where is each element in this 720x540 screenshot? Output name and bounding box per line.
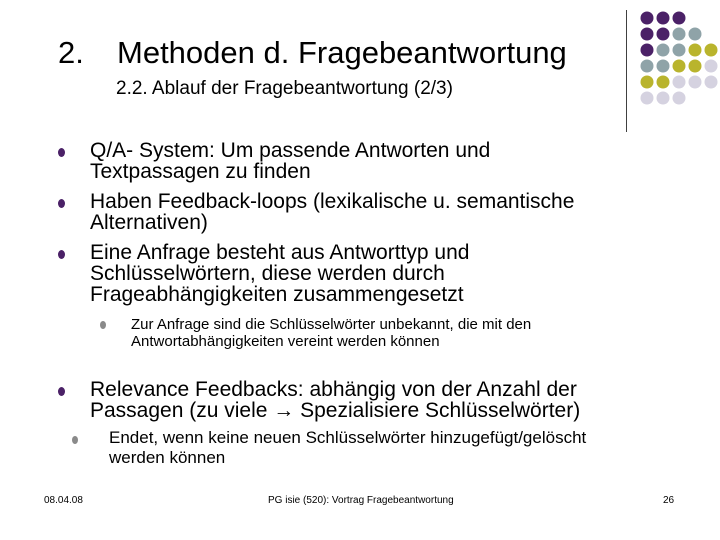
sub-bullet-4-line-2: werden können xyxy=(109,448,226,467)
slide-title: Methoden d. Fragebeantwortung xyxy=(117,35,567,70)
decorative-dot xyxy=(657,92,670,105)
footer-date: 08.04.08 xyxy=(44,495,83,506)
bullet-marker xyxy=(58,387,65,396)
footer-title: PG isie (520): Vortrag Fragebeantwortung xyxy=(268,495,454,506)
decorative-dot xyxy=(689,60,702,73)
decorative-dot xyxy=(641,60,654,73)
bullet-text-4 xyxy=(90,379,580,421)
sub-bullet-text-4 xyxy=(109,428,586,468)
decorative-dot xyxy=(673,12,686,25)
sub-bullet-marker xyxy=(72,436,78,444)
bullet-marker xyxy=(58,148,65,157)
bullet-3-line-2: Schlüsselwörtern, diese werden durch xyxy=(90,262,445,285)
decorative-dot xyxy=(673,60,686,73)
decorative-dot xyxy=(641,12,654,25)
bullet-2-line-2: Alternativen) xyxy=(90,211,208,234)
bullet-4-line-2: Passagen (zu viele → Spezialisiere Schlüsselwörter) xyxy=(90,399,581,422)
bullet-text-2 xyxy=(90,191,574,233)
decorative-dot xyxy=(657,44,670,57)
decorative-dot xyxy=(657,76,670,89)
decorative-dot xyxy=(673,76,686,89)
sub-bullet-3-line-1: Zur Anfrage sind die Schlüsselwörter unbekannt, die mit den xyxy=(131,316,532,333)
bullet-2-line-1: Haben Feedback-loops (lexikalische u. semantische xyxy=(90,190,575,213)
title-number: 2. xyxy=(58,35,84,70)
decorative-dot xyxy=(705,60,718,73)
bullet-text-1 xyxy=(90,140,490,182)
sub-bullet-marker xyxy=(100,321,106,329)
decorative-dot xyxy=(641,44,654,57)
bullet-4-line-1: Relevance Feedbacks: abhängig von der Anzahl der xyxy=(90,378,577,401)
decorative-dot xyxy=(705,44,718,57)
decorative-dot xyxy=(657,12,670,25)
decorative-dot xyxy=(657,60,670,73)
page-number: 26 xyxy=(663,495,675,506)
bullet-marker xyxy=(58,250,65,259)
decorative-dot xyxy=(641,28,654,41)
bullet-marker xyxy=(58,199,65,208)
sub-bullet-3-line-2: Antwortabhängigkeiten vereint werden können xyxy=(131,333,440,350)
bullet-text-3 xyxy=(90,242,469,305)
decorative-dot xyxy=(641,76,654,89)
decorative-dot xyxy=(689,76,702,89)
bullet-1-line-2: Textpassagen zu finden xyxy=(90,160,311,183)
decorative-dot xyxy=(673,92,686,105)
bullet-3-line-1: Eine Anfrage besteht aus Antworttyp und xyxy=(90,241,470,264)
slide-subtitle: 2.2. Ablauf der Fragebeantwortung (2/3) xyxy=(116,78,453,99)
bullet-3-line-3: Frageabhängigkeiten zusammengesetzt xyxy=(90,283,464,306)
divider-line xyxy=(626,10,627,132)
decorative-dot xyxy=(673,44,686,57)
sub-bullet-text-3 xyxy=(131,316,531,350)
decorative-dot xyxy=(705,76,718,89)
decorative-dot xyxy=(641,92,654,105)
dot-grid-decoration xyxy=(639,10,719,110)
sub-bullet-4-line-1: Endet, wenn keine neuen Schlüsselwörter hinzugefügt/gelöscht xyxy=(109,428,587,447)
bullet-1-line-1: Q/A- System: Um passende Antworten und xyxy=(90,139,491,162)
decorative-dot xyxy=(673,28,686,41)
decorative-dot xyxy=(657,28,670,41)
decorative-dot xyxy=(689,44,702,57)
decorative-dot xyxy=(689,28,702,41)
